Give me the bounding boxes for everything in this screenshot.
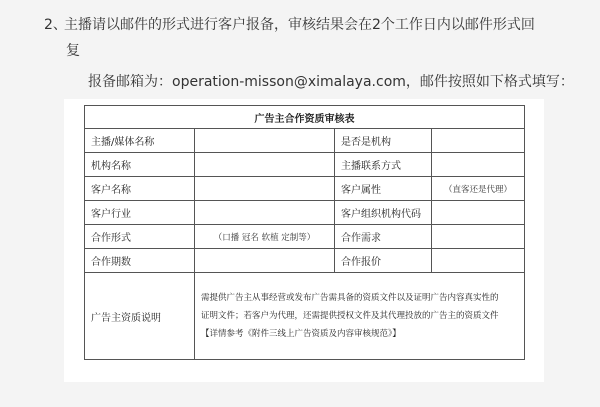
field-label: 广告主资质说明 xyxy=(85,273,195,360)
item-number: 2、 xyxy=(44,17,67,33)
table-title-row xyxy=(85,106,525,129)
instruction-paragraph xyxy=(44,12,584,64)
field-value xyxy=(432,153,525,177)
field-label: 机构名称 xyxy=(85,153,195,177)
field-value xyxy=(432,129,525,153)
instruction-line-1 xyxy=(44,12,584,38)
description-text xyxy=(195,273,525,360)
description-line-2: 证明文件；若客户为代理，还需提供授权文件及其代理投放的广告主的资质文件 xyxy=(201,311,499,321)
instruction-line-2: 复 xyxy=(66,43,80,59)
field-value xyxy=(432,201,525,225)
field-value xyxy=(432,249,525,273)
field-label: 客户名称 xyxy=(85,177,195,201)
field-value xyxy=(195,177,335,201)
field-value: （直客还是代理） xyxy=(432,177,525,201)
field-value xyxy=(195,201,335,225)
table-row xyxy=(85,225,525,249)
field-value xyxy=(195,153,335,177)
qualification-review-table xyxy=(84,105,525,360)
instruction-text-1: 主播请以邮件的形式进行客户报备，审核结果会在2个工作日内以邮件形式回 xyxy=(64,17,535,33)
field-value xyxy=(195,249,335,273)
field-label: 客户行业 xyxy=(85,201,195,225)
table-row xyxy=(85,153,525,177)
field-value xyxy=(195,129,335,153)
report-email-line: 报备邮箱为：operation-misson@ximalaya.com，邮件按照如下格式填写： xyxy=(88,74,574,90)
table-row xyxy=(85,129,525,153)
field-label: 客户属性 xyxy=(335,177,432,201)
table-title: 广告主合作资质审核表 xyxy=(85,106,525,129)
field-label: 客户组织机构代码 xyxy=(335,201,432,225)
field-value xyxy=(432,225,525,249)
table-row-description xyxy=(85,273,525,360)
field-label: 主播联系方式 xyxy=(335,153,432,177)
description-line-1: 需提供广告主从事经营或发布广告需具备的资质文件以及证明广告内容真实性的 xyxy=(201,293,499,303)
field-label: 合作需求 xyxy=(335,225,432,249)
field-label: 合作期数 xyxy=(85,249,195,273)
table-row xyxy=(85,201,525,225)
form-card xyxy=(64,99,544,382)
table-row xyxy=(85,177,525,201)
description-line-3: 【详情参考《附件三线上广告资质及内容审核规范》】 xyxy=(201,329,401,339)
field-label: 合作形式 xyxy=(85,225,195,249)
table-row xyxy=(85,249,525,273)
field-label: 合作报价 xyxy=(335,249,432,273)
field-label: 主播/媒体名称 xyxy=(85,129,195,153)
field-value: （口播 冠名 软植 定制等） xyxy=(195,225,335,249)
field-label: 是否是机构 xyxy=(335,129,432,153)
